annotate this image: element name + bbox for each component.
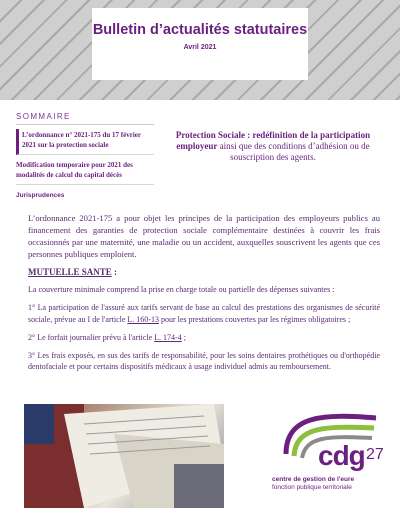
logo-caption [272, 476, 392, 492]
intro-summary [162, 130, 384, 163]
legal-documents-photo [24, 404, 224, 508]
issue-date: Avril 2021 [183, 44, 217, 51]
page-title: Bulletin d’actualités statutaires [92, 22, 308, 38]
coverage-item-1-text: 1° La participation de l'assuré aux tarifs servant de base au calcul des prestations des organismes de sécurité sociale, prévue au I de l'article [28, 303, 380, 324]
article-link-l1744[interactable]: L. 174-4 [154, 332, 182, 342]
coverage-paragraph: La couverture minimale comprend la prise en charge totale ou partielle des dépenses suivantes : [28, 285, 335, 295]
logo-27-text: 27 [366, 446, 384, 463]
sommaire-sidebar [16, 112, 154, 209]
coverage-item-3: 3° Les frais exposés, en sus des tarifs de responsabilité, pour les soins dentaires prothétiques ou d'orthopédie dentofaciale et pour certains dispositifs médicaux à usage individuel admis au remboursement. [28, 351, 380, 372]
sommaire-item-jurisprudences[interactable]: Jurisprudences [16, 192, 65, 199]
lead-paragraph: L’ordonnance 2021-175 a pour objet les principes de la participation des employeurs publics au financement des garanties de protection sociale complémentaire destinées à couvrir les frais occasionnés par une maternité, une maladie ou un accident, auxquelles souscrivent les agents que ces personnes publiques emploient. [28, 213, 380, 259]
logo-cdg-text: cdg [318, 440, 365, 471]
section-title: MUTUELLE SANTE [28, 267, 112, 277]
article-link-l16013[interactable]: L. 160-13 [127, 314, 159, 324]
legal-documents-illustration [24, 404, 224, 508]
sommaire-heading: SOMMAIRE [16, 112, 154, 125]
coverage-item-2 [28, 332, 380, 343]
coverage-item-1-end: pour les prestations couvertes par les régimes obligatoires ; [158, 314, 351, 324]
coverage-item-1 [28, 302, 380, 324]
sommaire-item-ordonnance[interactable]: L’ordonnance n° 2021-175 du 17 février 2021 sur la protection sociale [16, 129, 154, 155]
logo-caption-line2: fonction publique territoriale [272, 484, 352, 491]
logo-caption-line1: centre de gestion de l'eure [272, 476, 355, 483]
coverage-item-2-end: ; [181, 332, 186, 342]
intro-rest: ainsi que des conditions d’adhésion ou de souscription des agents. [217, 141, 370, 162]
main-article [28, 212, 380, 379]
title-box [92, 8, 308, 80]
section-colon: : [111, 267, 118, 277]
sommaire-item-capital-deces[interactable]: Modification temporaire pour 2021 des modalités de calcul du capital décès [16, 159, 154, 185]
intro-bold: Protection Sociale : redéfinition de la participation employeur [175, 130, 371, 151]
coverage-item-2-text: 2° Le forfait journalier prévu à l'article [28, 332, 155, 342]
section-heading-row [28, 267, 380, 278]
header-band [0, 0, 400, 100]
